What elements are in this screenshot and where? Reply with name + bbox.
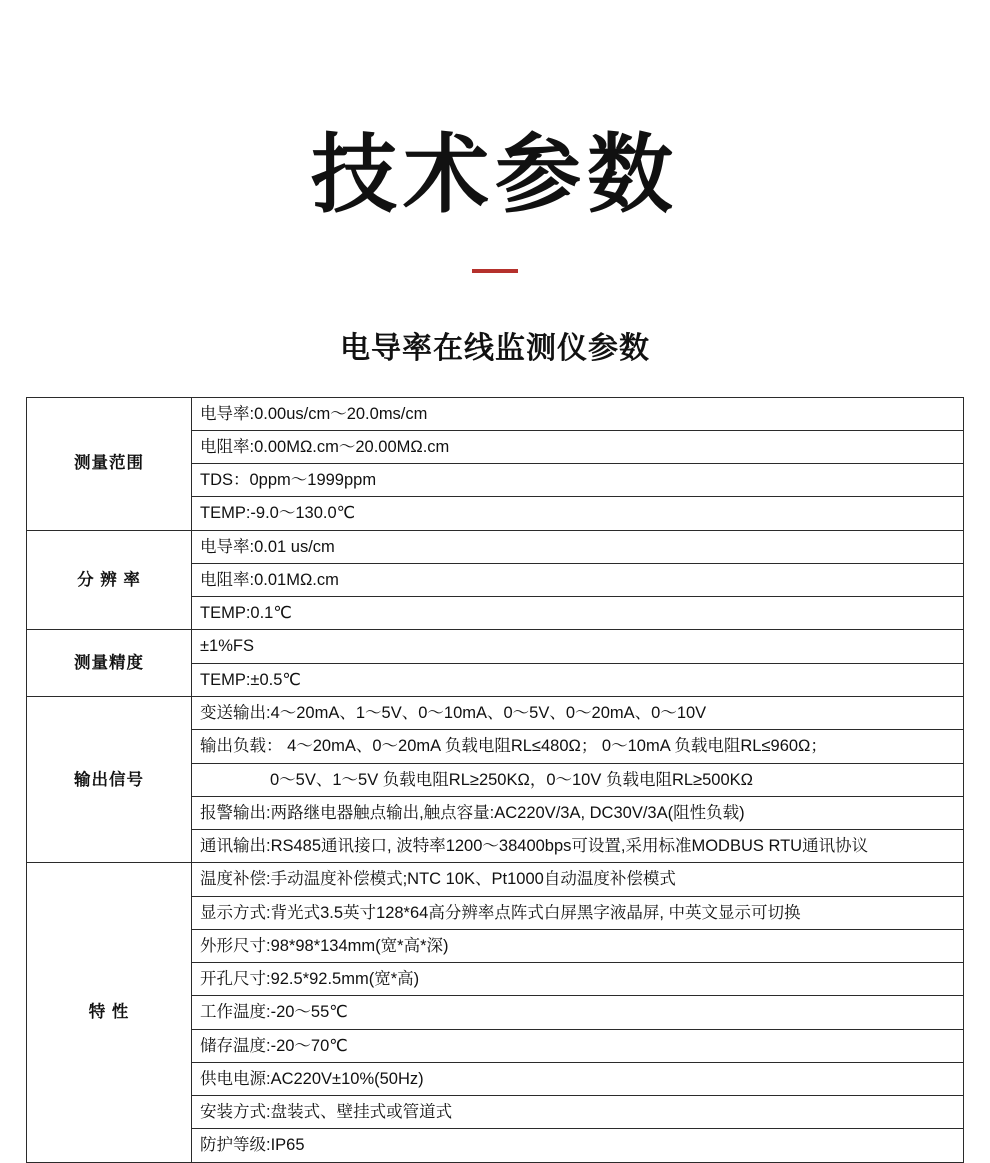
cell-value: 温度补偿:手动温度补偿模式;NTC 10K、Pt1000自动温度补偿模式 bbox=[192, 863, 964, 896]
cell-value: ±1%FS bbox=[192, 630, 964, 663]
cell-value: 电导率:0.01 us/cm bbox=[192, 530, 964, 563]
section-subtitle: 电导率在线监测仪参数 bbox=[340, 331, 650, 365]
cell-value: 外形尺寸:98*98*134mm(宽*高*深) bbox=[192, 929, 964, 962]
cell-value: 供电电源:AC220V±10%(50Hz) bbox=[192, 1062, 964, 1095]
cell-value: 安装方式:盘装式、壁挂式或管道式 bbox=[192, 1096, 964, 1129]
cell-value: TDS：0ppm～1999ppm bbox=[192, 464, 964, 497]
spec-table bbox=[26, 397, 964, 1163]
cell-value: 变送输出:4～20mA、1～5V、0～10mA、0～5V、0～20mA、0～10V bbox=[192, 696, 964, 729]
cell-value: 工作温度:-20～55℃ bbox=[192, 996, 964, 1029]
row-label-output-signal: 输出信号 bbox=[27, 696, 192, 862]
spec-table-wrap bbox=[26, 397, 964, 1163]
table-row bbox=[27, 530, 964, 563]
row-label-resolution: 分 辨 率 bbox=[27, 530, 192, 630]
cell-value: 电阻率:0.00MΩ.cm～20.00MΩ.cm bbox=[192, 430, 964, 463]
table-row bbox=[27, 696, 964, 729]
table-row bbox=[27, 397, 964, 430]
cell-value: TEMP:0.1℃ bbox=[192, 597, 964, 630]
cell-value: 开孔尺寸:92.5*92.5mm(宽*高) bbox=[192, 963, 964, 996]
cell-value: 通讯输出:RS485通讯接口, 波特率1200～38400bps可设置,采用标准MODBUS RTU通讯协议 bbox=[192, 830, 964, 863]
cell-value: 储存温度:-20～70℃ bbox=[192, 1029, 964, 1062]
cell-value: TEMP:-9.0～130.0℃ bbox=[192, 497, 964, 530]
row-label-accuracy: 测量精度 bbox=[27, 630, 192, 697]
row-label-characteristics: 特 性 bbox=[27, 863, 192, 1162]
cell-value: 显示方式:背光式3.5英寸128*64高分辨率点阵式白屏黑字液晶屏, 中英文显示可切换 bbox=[192, 896, 964, 929]
table-row bbox=[27, 863, 964, 896]
page-title: 技术参数 bbox=[311, 127, 679, 223]
cell-value: TEMP:±0.5℃ bbox=[192, 663, 964, 696]
table-row bbox=[27, 630, 964, 663]
cell-value: 输出负载： 4～20mA、0～20mA 负载电阻RL≤480Ω； 0～10mA 负载电阻RL≤960Ω； bbox=[192, 730, 964, 763]
row-label-measuring-range: 测量范围 bbox=[27, 397, 192, 530]
cell-value: 电阻率:0.01MΩ.cm bbox=[192, 563, 964, 596]
cell-value: 电导率:0.00us/cm～20.0ms/cm bbox=[192, 397, 964, 430]
cell-value: 防护等级:IP65 bbox=[192, 1129, 964, 1162]
cell-value: 报警输出:两路继电器触点输出,触点容量:AC220V/3A, DC30V/3A(阻性负载) bbox=[192, 796, 964, 829]
cell-value: 0～5V、1～5V 负载电阻RL≥250KΩ，0～10V 负载电阻RL≥500KΩ bbox=[192, 763, 964, 796]
title-divider bbox=[472, 269, 518, 273]
